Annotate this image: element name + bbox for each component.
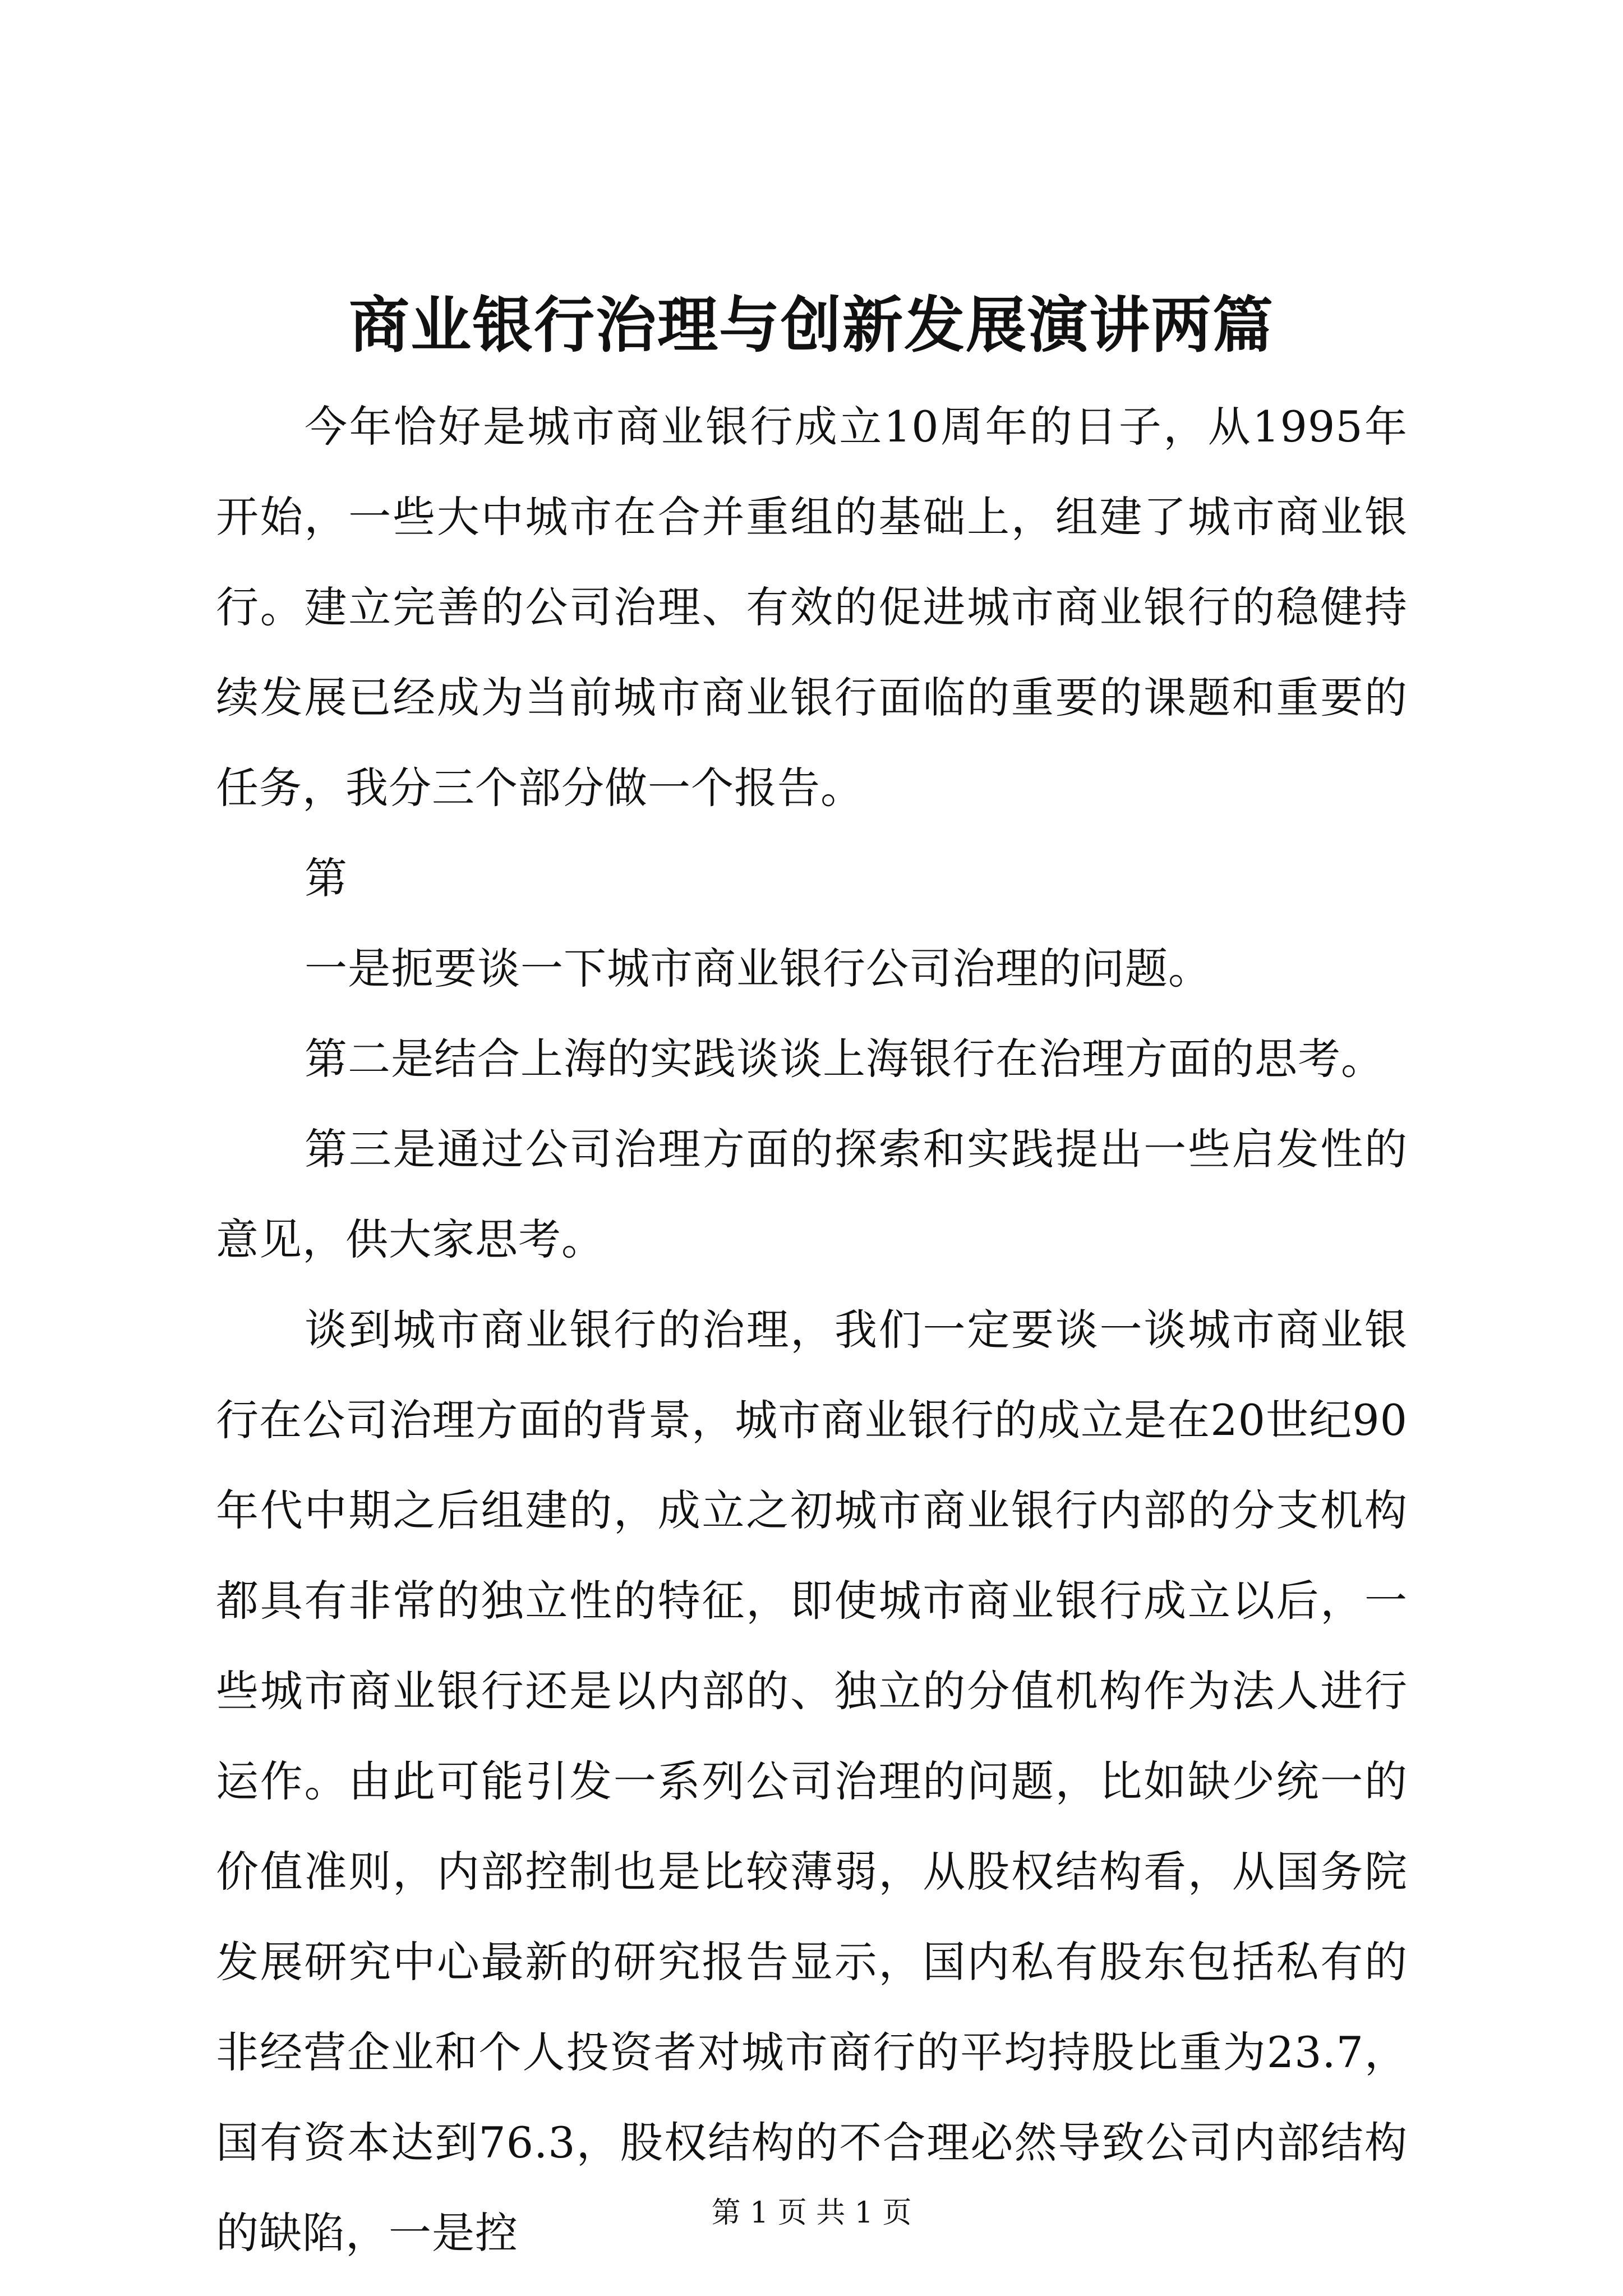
- paragraph-intro: 今年恰好是城市商业银行成立10周年的日子，从1995年开始，一些大中城市在合并重组的基础上，组建了城市商业银行。建立完善的公司治理、有效的促进城市商业银行的稳健持续发展已经成为当前城市商业银行面临的重要的课题和重要的任务，我分三个部分做一个报告。: [216, 402, 1408, 813]
- paragraph-first-marker: 第: [305, 853, 348, 903]
- paragraph-background: 谈到城市商业银行的治理，我们一定要谈一谈城市商业银行在公司治理方面的背景，城市商业银行的成立是在20世纪90年代中期之后组建的，成立之初城市商业银行内部的分支机构都具有非常的独立性的特征，即使城市商业银行成立以后，一些城市商业银行还是以内部的、独立的分值机构作为法人进行运作。由此可能引发一系列公司治理的问题，比如缺少统一的价值准则，内部控制也是比较薄弱，从股权结构看，从国务院发展研究中心最新的研究报告显示，国内私有股东包括私有的非经营企业和个人投资者对城市商行的平均持股比重为23.7，国有资本达到76.3，股权结构的不合理必然导致公司内部结构的缺陷，一是控: [216, 1305, 1408, 2258]
- page-title: 商业银行治理与创新发展演讲两篇: [348, 290, 1274, 361]
- paragraph-point-one: 一是扼要谈一下城市商业银行公司治理的问题。: [305, 944, 1211, 993]
- paragraph-point-two: 第二是结合上海的实践谈谈上海银行在治理方面的思考。: [305, 1034, 1384, 1084]
- page-footer: 第 1 页 共 1 页: [711, 2196, 912, 2230]
- paragraph-point-three: 第三是通过公司治理方面的探索和实践提出一些启发性的意见，供大家思考。: [216, 1124, 1408, 1264]
- document-body: [216, 381, 1408, 2278]
